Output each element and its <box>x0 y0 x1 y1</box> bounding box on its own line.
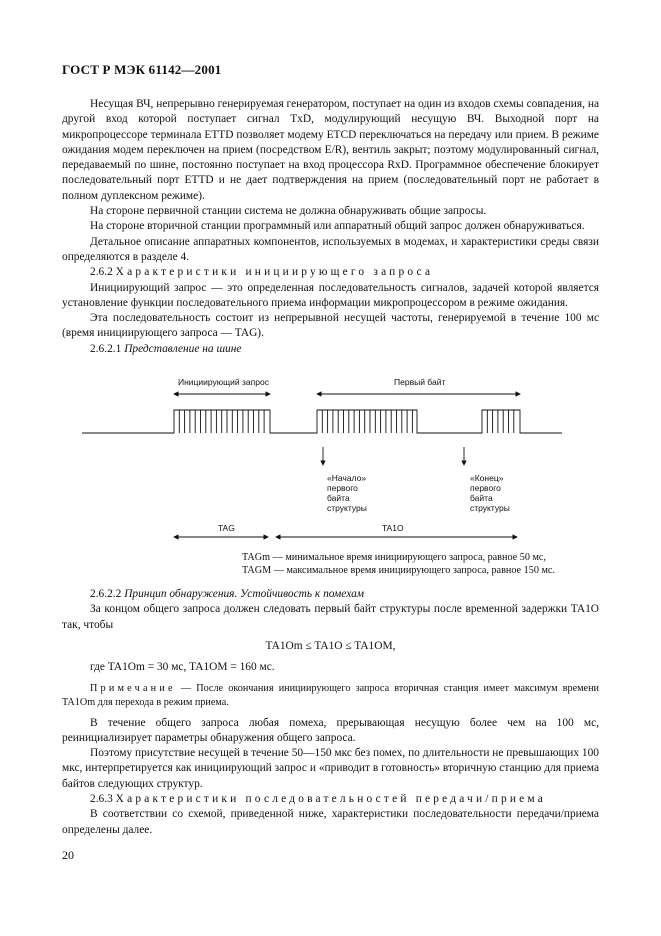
paragraph: На стороне первичной станции система не должна обнаруживать общие запросы. <box>90 205 487 218</box>
section-heading-2-6-2-1 <box>62 342 599 357</box>
paragraph: Несущая ВЧ, непрерывно генерируемая генератором, поступает на один из входов схемы совпадения, на другой вход которой поступает сигнал TxD, модулирующий несущую ВЧ. Выходной порт на микропроцессоре терминала ETTD позволяет модему ETCD переключаться на передачу или прием. В режиме ожидания модем переключен на прием (посредством E/R), вентиль закрыт; поэтому модулированный сигнал, передаваемый по шине, постоянно поступает на вход процессора RxD. Программное обеспечение блокирует последовательный порт ETTD и не дает подтверждения на прием (последовательный порт не работает в полном дуплексном режиме). <box>62 98 599 202</box>
paragraph: Поэтому присутствие несущей в течение 50—150 мкс без помех, по длительности не превышающих 100 мкс, интерпретируется как инициирующий запрос и «приводит в готовность» вторичную станцию для приема байтов следующих структур. <box>62 747 599 790</box>
formula: TA1Om ≤ TA1O ≤ TA1OM, <box>265 639 396 652</box>
section-number: 2.6.2.1 <box>90 342 122 355</box>
section-title: Представление на шине <box>124 342 242 355</box>
paragraph: Детальное описание аппаратных компонентов, используемых в модемах, и характеристики среды связи определяются в разделе 4. <box>62 235 599 263</box>
document-body <box>62 97 599 838</box>
section-title: Характеристики последовательностей передачи/приема <box>115 793 546 806</box>
section-heading-2-6-3 <box>62 792 599 807</box>
label-start-of-first-byte: «Начало» первого байта структуры <box>327 473 367 514</box>
section-heading-2-6-2 <box>62 265 599 280</box>
paragraph: Инициирующий запрос — это определенная последовательность сигналов, задачей которой является установление функции последовательного приема информации микропроцессором в режиме ожидания. <box>62 281 599 309</box>
label-ta1o: TA1O <box>382 523 404 534</box>
bus-signal-waveform <box>82 410 562 433</box>
paragraph: В соответствии со схемой, приведенной ниже, характеристики последовательности передачи/приема определены далее. <box>62 808 599 836</box>
label-tag: TAG <box>218 523 235 534</box>
label-init-request: Инициирующий запрос <box>178 377 269 388</box>
section-title: Принцип обнаружения. Устойчивость к помехам <box>124 588 365 601</box>
label-end-of-first-byte: «Конец» первого байта структуры <box>470 473 510 514</box>
diagram-legend: TAGm — минимальное время инициирующего запроса, равное 50 мс, TAGM — максимальное время инициирующего запроса, равное 150 мс. <box>242 552 555 577</box>
paragraph: За концом общего запроса должен следовать первый байт структуры после временной задержки TA1O так, чтобы <box>62 603 599 631</box>
paragraph: В течение общего запроса любая помеха, прерывающая несущую более чем на 100 мс, реинициализирует параметры обнаружения общего запроса. <box>62 716 599 744</box>
timing-diagram-svg <box>62 369 599 541</box>
label-first-byte: Первый байт <box>394 377 446 388</box>
note: Примечание — После окончания инициирующего запроса вторичная станция имеет максимум времени TA1Om для перехода в режим приема. <box>62 682 599 708</box>
page-number: 20 <box>62 848 74 862</box>
document-header: ГОСТ Р МЭК 61142—2001 <box>62 62 222 77</box>
section-number: 2.6.3 <box>90 793 113 806</box>
section-number: 2.6.2 <box>90 266 113 279</box>
section-title: Характеристики инициирующего запроса <box>115 266 434 279</box>
paragraph: Эта последовательность состоит из непрерывной несущей частоты, генерируемой в течение 100 мс (время инициирующего запроса — TAG). <box>62 312 599 340</box>
paragraph: где TA1Om = 30 мс, TA1OM = 160 мс. <box>90 661 275 674</box>
section-heading-2-6-2-2 <box>62 587 599 602</box>
section-number: 2.6.2.2 <box>90 588 122 601</box>
paragraph: На стороне вторичной станции программный или аппаратный общий запрос должен обнаруживаться. <box>90 220 585 233</box>
bus-timing-diagram <box>62 369 599 541</box>
